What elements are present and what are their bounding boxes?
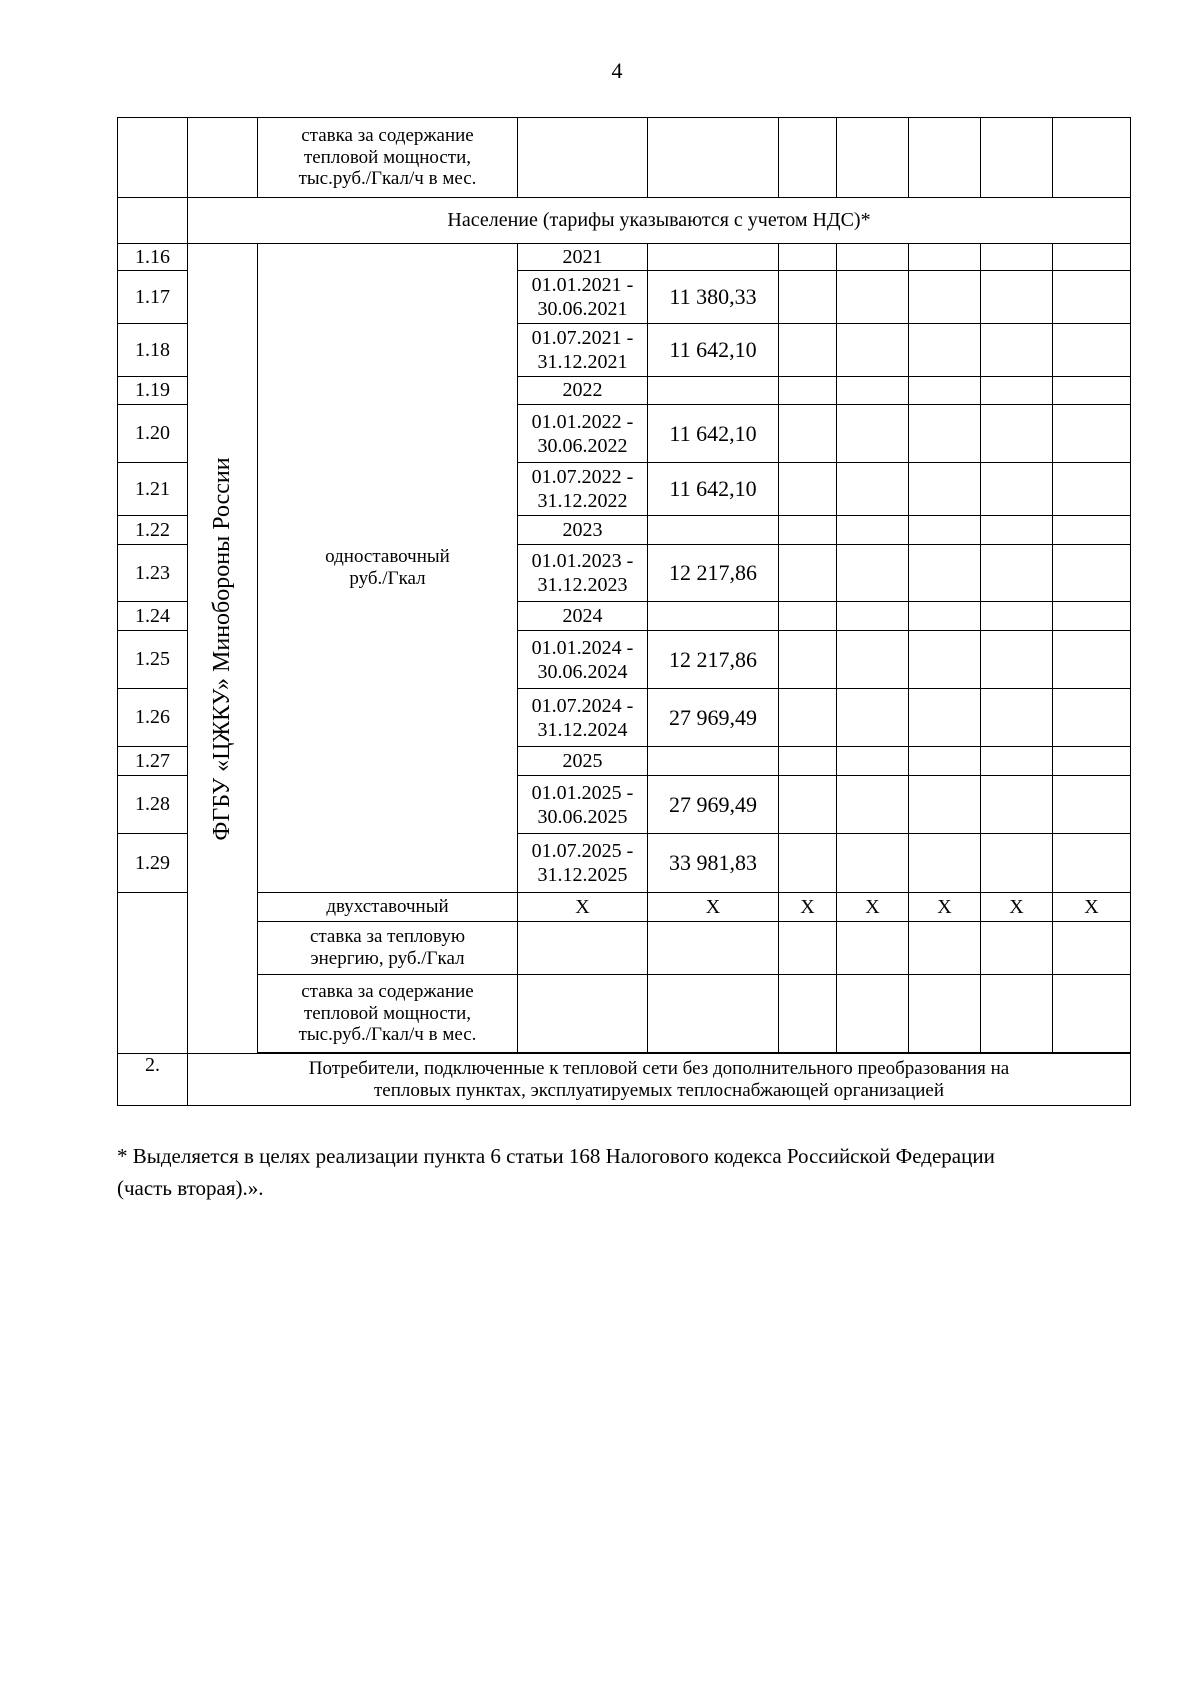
row-number: 1.29 [118, 834, 188, 893]
table-row [118, 922, 1131, 975]
tariff-value: 27 969,49 [648, 689, 779, 747]
tariff-value: 11 642,10 [648, 324, 779, 377]
row-number: 1.19 [118, 377, 188, 405]
capacity-rate-label: ставка за содержание тепловой мощности, тыс.руб./Гкал/ч в мес. [258, 975, 518, 1053]
row-number: 2. [118, 1054, 188, 1106]
row-number: 1.26 [118, 689, 188, 747]
period-cell: 01.07.2021 - 31.12.2021 [518, 324, 648, 377]
year-cell: 2023 [518, 516, 648, 545]
row-number: 1.27 [118, 747, 188, 776]
capacity-rate-label: ставка за содержание тепловой мощности, тыс.руб./Гкал/ч в мес. [258, 118, 518, 198]
x-mark: X [518, 893, 648, 922]
x-mark: X [837, 893, 909, 922]
row-number: 1.17 [118, 271, 188, 324]
organization-cell [188, 244, 258, 1054]
two-rate-row [118, 893, 1131, 922]
period-cell: 01.01.2021 - 30.06.2021 [518, 271, 648, 324]
row-number: 1.18 [118, 324, 188, 377]
period-cell: 01.07.2024 - 31.12.2024 [518, 689, 648, 747]
row-number: 1.16 [118, 244, 188, 271]
period-cell: 01.01.2025 - 30.06.2025 [518, 776, 648, 834]
row-number: 1.22 [118, 516, 188, 545]
tariff-value: 27 969,49 [648, 776, 779, 834]
year-cell: 2021 [518, 244, 648, 271]
section2-text: Потребители, подключенные к тепловой сети без дополнительного преобразования на тепловых пунктах, эксплуатируемых теплоснабжающей организацией [188, 1054, 1131, 1106]
table-row [118, 975, 1131, 1053]
row-number: 1.25 [118, 631, 188, 689]
year-cell: 2024 [518, 602, 648, 631]
table-row [118, 118, 1131, 198]
x-mark: X [648, 893, 779, 922]
row-number: 1.21 [118, 463, 188, 516]
x-mark: X [909, 893, 981, 922]
row-number: 1.23 [118, 545, 188, 602]
num-cell [118, 118, 188, 198]
tariff-value: 11 642,10 [648, 463, 779, 516]
tariff-value: 11 380,33 [648, 271, 779, 324]
energy-rate-label: ставка за тепловую энергию, руб./Гкал [258, 922, 518, 975]
tariff-value: 33 981,83 [648, 834, 779, 893]
x-mark: X [779, 893, 837, 922]
tariff-value: 12 217,86 [648, 545, 779, 602]
row-number: 1.28 [118, 776, 188, 834]
tariff-value: 12 217,86 [648, 631, 779, 689]
period-cell: 01.01.2024 - 30.06.2024 [518, 631, 648, 689]
tariff-value: 11 642,10 [648, 405, 779, 463]
period-cell: 01.07.2025 - 31.12.2025 [518, 834, 648, 893]
section-header-row [118, 198, 1131, 244]
year-cell: 2025 [518, 747, 648, 776]
period-cell: 01.07.2022 - 31.12.2022 [518, 463, 648, 516]
table-row [118, 244, 1131, 271]
x-mark: X [981, 893, 1053, 922]
x-mark: X [1053, 893, 1131, 922]
row-number: 1.20 [118, 405, 188, 463]
org-cell [188, 118, 258, 198]
row-number: 1.24 [118, 602, 188, 631]
section-header: Население (тарифы указываются с учетом НДС)* [188, 198, 1131, 244]
footnote: * Выделяется в целях реализации пункта 6 статьи 168 Налогового кодекса Российской Федерации (часть вторая).». [117, 1144, 995, 1200]
tariff-table [117, 117, 1131, 1106]
num-cell [118, 893, 188, 1054]
page-number: 4 [611, 58, 623, 83]
two-rate-label: двухставочный [258, 893, 518, 922]
period-cell: 01.01.2023 - 31.12.2023 [518, 545, 648, 602]
year-cell: 2022 [518, 377, 648, 405]
period-cell: 01.01.2022 - 30.06.2022 [518, 405, 648, 463]
organization-name: ФГБУ «ЦЖКУ» Минобороны России [208, 456, 235, 841]
one-rate-label: одноставочный руб./Гкал [258, 244, 518, 893]
section2-row [118, 1054, 1131, 1106]
